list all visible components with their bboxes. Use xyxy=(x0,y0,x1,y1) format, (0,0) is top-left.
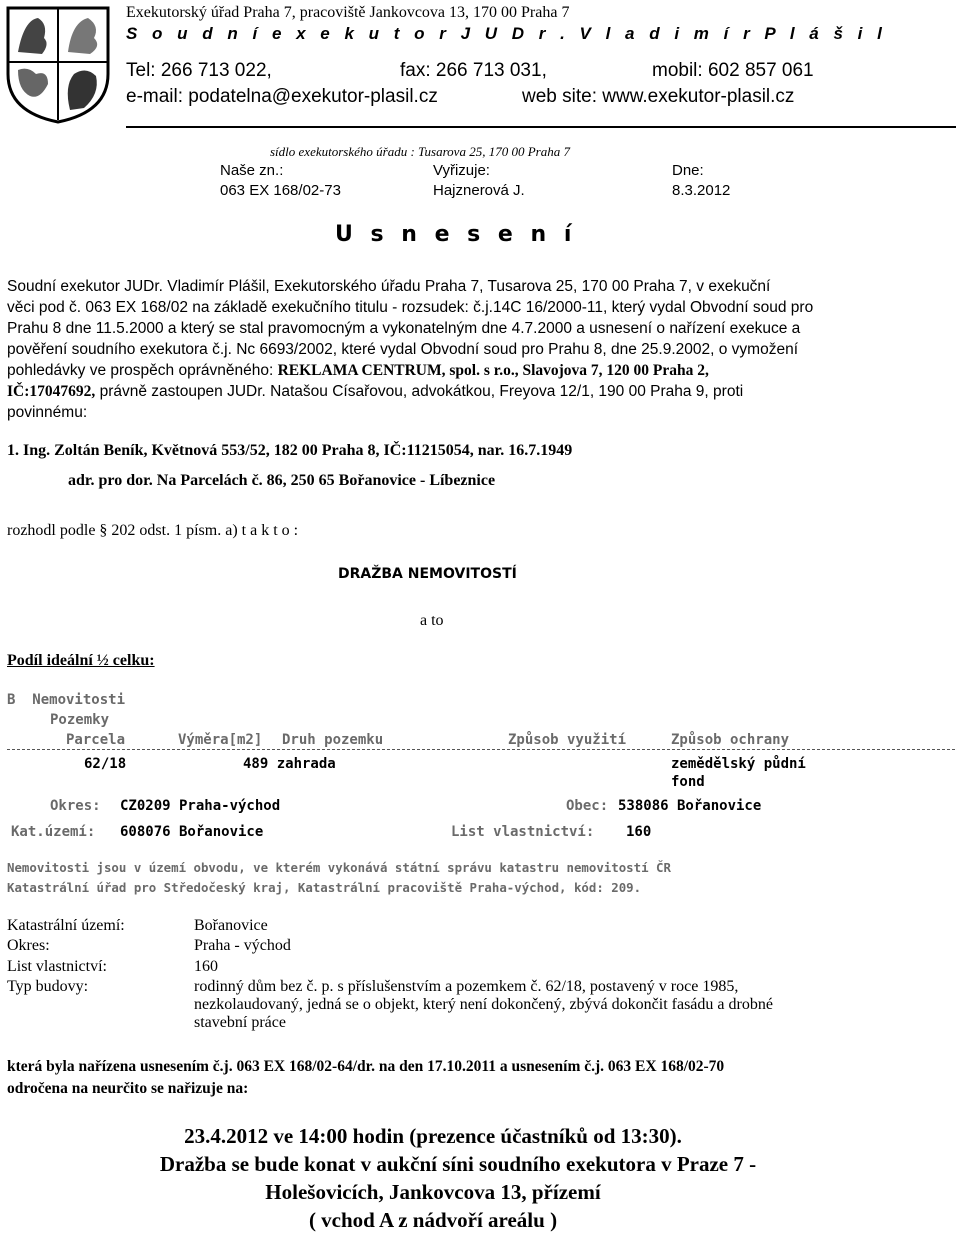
details-type-label: Typ budovy: xyxy=(7,978,89,995)
creditor-id: IČ:17047692, xyxy=(7,383,96,400)
auction-date: 23.4.2012 ve 14:00 hodin (prezence účastníků od 13:30). xyxy=(184,1124,682,1148)
bailiff-name: S o u d n í e x e k u t o r J U D r . V l a d i m í r P l á š i l xyxy=(126,24,887,43)
auction-venue: Dražba se bude konat v aukční síni soudního exekutora v Praze 7 - xyxy=(159,1152,757,1176)
date-label: Dne: xyxy=(672,162,704,179)
body-line: Prahu 8 dne 11.5.2000 a který se stal pravomocným a vykonatelným dne 4.7.2000 a usnesení o nařízení exekuce a xyxy=(7,320,801,337)
date-value: 8.3.2012 xyxy=(672,182,731,199)
website-link[interactable]: web site: www.exekutor-plasil.cz xyxy=(522,86,795,107)
details-type-line: nezkolaudovaný, jedná se o objekt, který není dokončený, zbývá dokončit fasádu a drobné xyxy=(194,996,773,1013)
handled-by-label: Vyřizuje: xyxy=(433,162,490,179)
cadastre-note-cont: Katastrální úřad pro Středočeský kraj, Katastrální pracoviště Praha-východ, kód: 209. xyxy=(7,880,642,895)
fax-text: fax: 266 713 031, xyxy=(400,60,547,81)
ku-value: 608076 Bořanovice xyxy=(120,824,264,840)
okres-label: Okres: xyxy=(50,798,101,814)
details-ku-value: Bořanovice xyxy=(194,917,268,934)
parcel-number: 62/18 xyxy=(84,756,127,772)
cadastre-subheading: Pozemky xyxy=(50,712,110,728)
parcel-protection: zemědělský půdní xyxy=(671,756,806,772)
col-header-land-type: Druh pozemku xyxy=(282,732,384,748)
office-line: Exekutorský úřad Praha 7, pracoviště Jankovcova 13, 170 00 Praha 7 xyxy=(126,4,570,21)
decision-line: rozhodl podle § 202 odst. 1 písm. a) t a k t o : xyxy=(7,522,299,539)
details-lv-value: 160 xyxy=(194,958,218,975)
details-ku-label: Katastrální území: xyxy=(7,917,125,934)
debtor-line: 1. Ing. Zoltán Beník, Květnová 553/52, 182 00 Praha 8, IČ:11215054, nar. 16.7.1949 xyxy=(7,442,573,459)
body-line: povinnému: xyxy=(7,404,88,421)
obec-label: Obec: xyxy=(566,798,609,814)
office-seat: sídlo exekutorského úřadu : Tusarova 25, 170 00 Praha 7 xyxy=(270,144,570,159)
share-heading: Podíl ideální ½ celku: xyxy=(7,652,155,669)
our-ref-value: 063 EX 168/02-73 xyxy=(220,182,341,199)
table-divider xyxy=(7,749,955,750)
auction-venue-address: Holešovicích, Jankovcova 13, přízemí xyxy=(265,1180,601,1204)
col-header-area: Výměra[m2] xyxy=(178,732,263,748)
document-title: U s n e s e n í xyxy=(335,222,577,247)
debtor-address: adr. pro dor. Na Parcelách č. 86, 250 65 Bořanovice - Líbeznice xyxy=(68,472,496,489)
and-text: a to xyxy=(420,612,444,629)
mobile-text: mobil: 602 857 061 xyxy=(652,60,814,81)
ordered-line: která byla nařízena usnesením č.j. 063 EX 168/02-64/dr. na den 17.10.2011 a usnesením č.j. 063 EX 168/02-70 xyxy=(7,1058,725,1075)
body-line: věci pod č. 063 EX 168/02 na základě exekučního titulu - rozsudek: č.j.14C 16/2000-11, který vydal Obvodní soud pro xyxy=(7,299,814,316)
col-header-parcel: Parcela xyxy=(66,732,126,748)
auction-title: DRAŽBA NEMOVITOSTÍ xyxy=(338,566,517,582)
parcel-area-kind: 489 zahrada xyxy=(243,756,336,772)
obec-value: 538086 Bořanovice xyxy=(618,798,762,814)
lv-value: 160 xyxy=(626,824,652,840)
details-type-line: stavební práce xyxy=(194,1014,286,1031)
details-okres-label: Okres: xyxy=(7,937,50,954)
ku-label: Kat.území: xyxy=(11,824,96,840)
details-type-line: rodinný dům bez č. p. s příslušenstvím a pozemkem č. 62/18, postavený v roce 1985, xyxy=(194,978,739,995)
ordered-line-cont: odročena na neurčito se nařizuje na: xyxy=(7,1080,249,1097)
body-line: Soudní exekutor JUDr. Vladimír Plášil, Exekutorského úřadu Praha 7, Tusarova 25, 170 00 Praha 7, v exekuční xyxy=(7,278,771,295)
email-link[interactable]: e-mail: podatelna@exekutor-plasil.cz xyxy=(126,86,438,107)
details-lv-label: List vlastnictví: xyxy=(7,958,107,975)
phone-text: Tel: 266 713 022, xyxy=(126,60,272,81)
lv-label: List vlastnictví: xyxy=(451,824,595,840)
body-line: IČ:17047692, právně zastoupen JUDr. Natašou Císařovou, advokátkou, Freyova 12/1, 190 00 Praha 9, proti xyxy=(7,383,744,400)
col-header-usage: Způsob využití xyxy=(508,732,627,748)
creditor-name: REKLAMA CENTRUM, spol. s r.o., Slavojova 7, 120 00 Praha 2, xyxy=(277,362,709,379)
auction-entrance: ( vchod A z nádvoří areálu ) xyxy=(308,1208,558,1232)
our-ref-label: Naše zn.: xyxy=(220,162,284,179)
okres-value: CZ0209 Praha-východ xyxy=(120,798,281,814)
details-okres-value: Praha - východ xyxy=(194,937,291,954)
body-paragraph xyxy=(7,276,859,423)
handled-by-value: Hajznerová J. xyxy=(433,182,525,199)
body-line: pověření soudního exekutora č.j. Nc 6693/2002, které vydal Obvodní soud pro Prahu 8, dne 25.9.2002, o vymožení xyxy=(7,341,799,358)
col-header-protection: Způsob ochrany xyxy=(671,732,790,748)
cadastre-note: Nemovitosti jsou v území obvodu, ve kterém vykonává státní správu katastru nemovitostí ČR xyxy=(7,860,671,875)
cadastre-heading: B Nemovitosti xyxy=(7,692,126,708)
parcel-protection-cont: fond xyxy=(671,774,705,790)
body-line: pohledávky ve prospěch oprávněného: REKLAMA CENTRUM, spol. s r.o., Slavojova 7, 120 00 Praha 2, xyxy=(7,362,709,379)
details-type-value xyxy=(194,978,894,1032)
coat-of-arms-emblem xyxy=(4,4,112,124)
header-rule xyxy=(126,126,956,128)
